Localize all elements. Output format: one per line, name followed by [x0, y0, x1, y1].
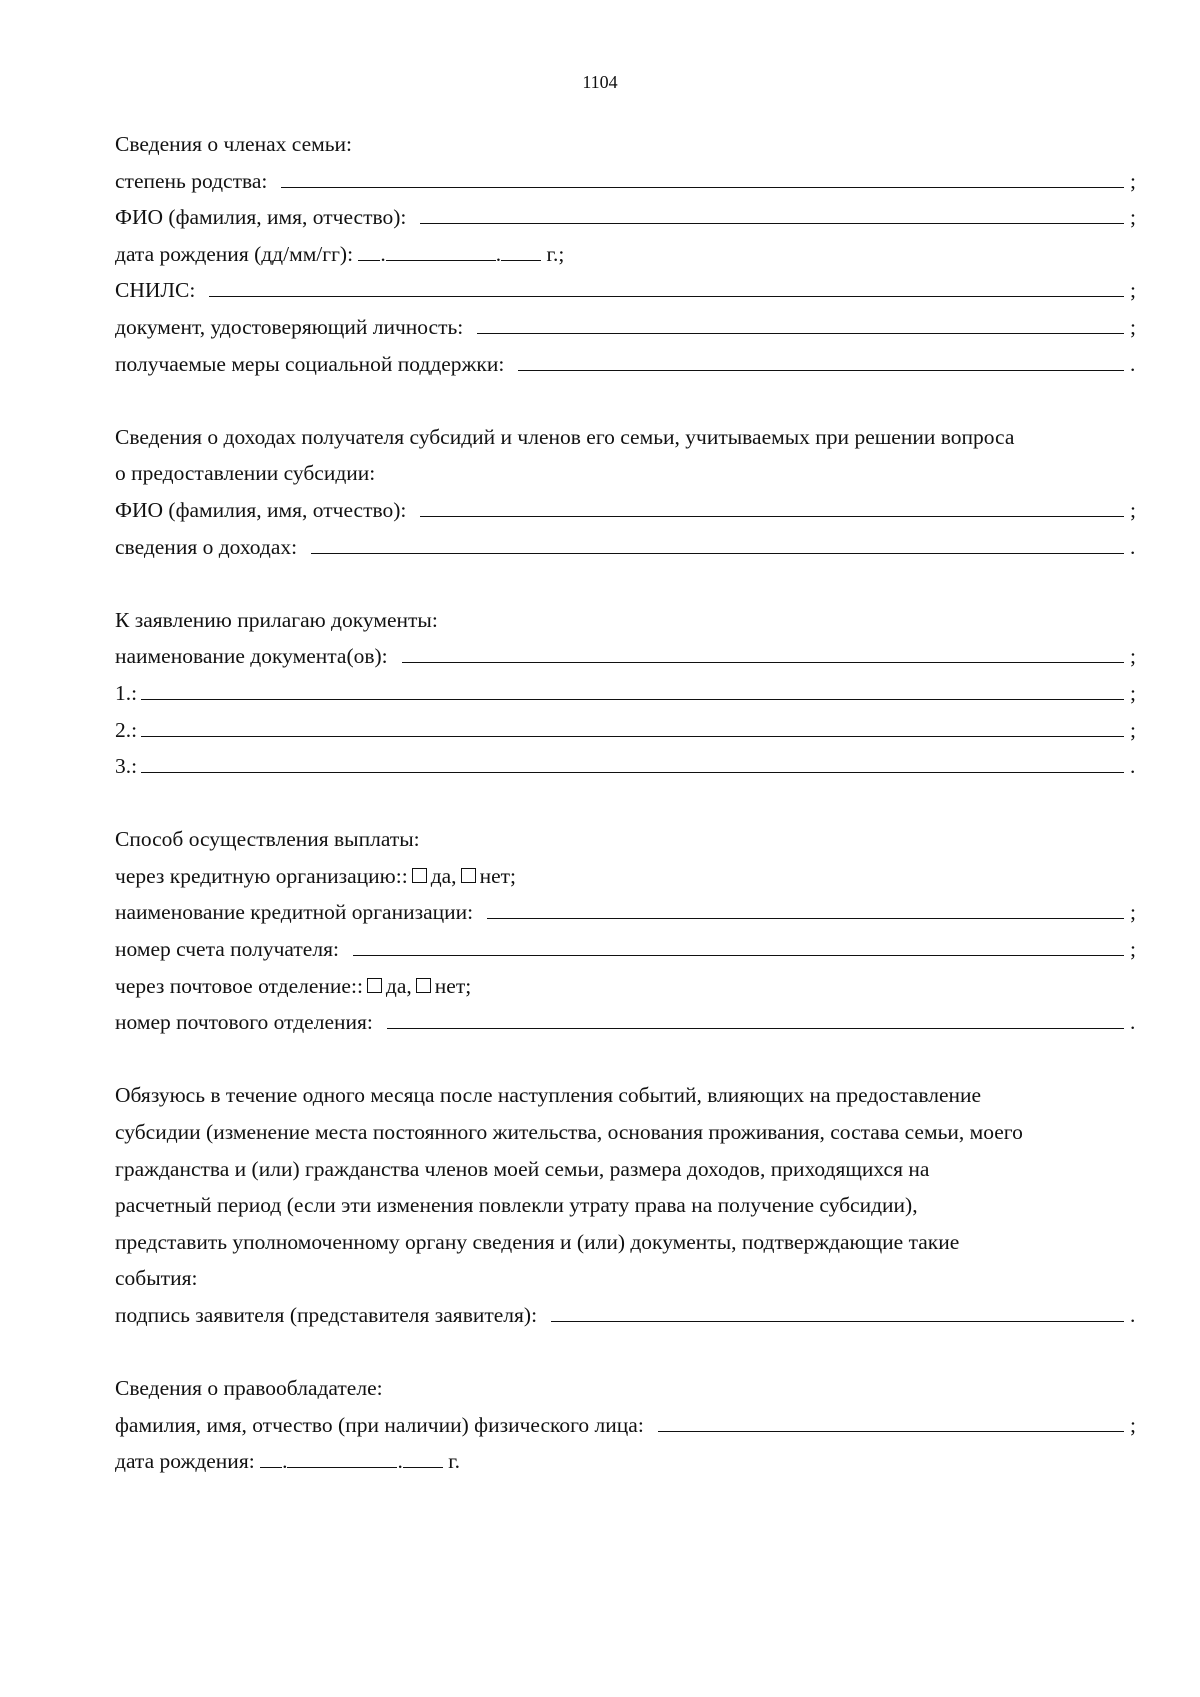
- obligation-line-3: гражданства и (или) гражданства членов моей семьи, размера доходов, приходящихся на: [115, 1156, 930, 1181]
- income-heading-2: о предоставлении субсидии:: [115, 461, 376, 486]
- dob-label: дата рождения (дд/мм/гг):: [115, 241, 354, 266]
- docs-name-field[interactable]: [402, 640, 1124, 663]
- owner-dob-year-field[interactable]: [403, 1447, 443, 1468]
- obligation-line-2: субсидии (изменение места постоянного жительства, основания проживания, состава семьи, моего: [115, 1120, 1023, 1145]
- docs-item-3: 3.: .: [115, 748, 1140, 785]
- docs-item-3-field[interactable]: [141, 750, 1124, 773]
- dob-row: дата рождения (дд/мм/гг): . . г.;: [115, 236, 1140, 273]
- relation-field[interactable]: [281, 165, 1124, 188]
- obligation-line-5: представить уполномоченному органу сведения и (или) документы, подтверждающие такие: [115, 1229, 960, 1254]
- owner-fio-field[interactable]: [658, 1409, 1124, 1432]
- snils-row: СНИЛС: ;: [115, 272, 1140, 309]
- docs-item-2: 2.: ;: [115, 712, 1140, 749]
- form-content: [115, 126, 1140, 1480]
- income-info-row: сведения о доходах: .: [115, 529, 1140, 566]
- obligation-line-4: расчетный период (если эти изменения повлекли утрату права на получение субсидии),: [115, 1193, 918, 1218]
- post-no-checkbox[interactable]: [416, 978, 431, 993]
- id-doc-row: документ, удостоверяющий личность: ;: [115, 309, 1140, 346]
- credit-no-checkbox[interactable]: [461, 868, 476, 883]
- docs-item-2-field[interactable]: [141, 714, 1124, 737]
- income-fio-field[interactable]: [420, 494, 1124, 517]
- docs-name-label: наименование документа(ов):: [115, 644, 388, 669]
- credit-org-name-row: наименование кредитной организации: ;: [115, 894, 1140, 931]
- fio-label: ФИО (фамилия, имя, отчество):: [115, 205, 407, 230]
- income-heading-1: Сведения о доходах получателя субсидий и членов его семьи, учитываемых при решении вопроса: [115, 424, 1015, 449]
- credit-yes-checkbox[interactable]: [412, 868, 427, 883]
- dob-month-field[interactable]: [386, 240, 496, 261]
- post-yes-checkbox[interactable]: [367, 978, 382, 993]
- owner-heading: Сведения о правообладателе:: [115, 1376, 383, 1401]
- docs-item-1-field[interactable]: [141, 677, 1124, 700]
- post-row: через почтовое отделение:: да, нет;: [115, 973, 472, 998]
- docs-name-row: наименование документа(ов): ;: [115, 638, 1140, 675]
- family-heading: Сведения о членах семьи:: [115, 132, 353, 156]
- docs-item-1: 1.: ;: [115, 675, 1140, 712]
- account-row: номер счета получателя: ;: [115, 931, 1140, 968]
- id-doc-field[interactable]: [477, 311, 1124, 334]
- fio-field[interactable]: [420, 201, 1124, 224]
- income-info-label: сведения о доходах:: [115, 534, 298, 559]
- obligation-line-1: Обязуюсь в течение одного месяца после наступления событий, влияющих на предоставление: [115, 1083, 982, 1108]
- post-number-row: номер почтового отделения: .: [115, 1004, 1140, 1041]
- income-info-field[interactable]: [311, 531, 1124, 554]
- owner-dob-row: дата рождения: . . г.: [115, 1449, 460, 1474]
- owner-dob-day-field[interactable]: [260, 1447, 282, 1468]
- signature-field[interactable]: [551, 1299, 1124, 1322]
- id-doc-label: документ, удостоверяющий личность:: [115, 314, 464, 339]
- obligation-line-6: события:: [115, 1266, 198, 1291]
- credit-org-name-field[interactable]: [487, 896, 1124, 919]
- support-label: получаемые меры социальной поддержки:: [115, 351, 505, 376]
- signature-row: подпись заявителя (представителя заявителя): .: [115, 1297, 1140, 1334]
- income-fio-label: ФИО (фамилия, имя, отчество):: [115, 497, 407, 522]
- relation-label: степень родства:: [115, 168, 268, 193]
- snils-field[interactable]: [209, 274, 1124, 297]
- owner-dob-month-field[interactable]: [287, 1447, 397, 1468]
- dob-year-field[interactable]: [501, 240, 541, 261]
- post-number-field[interactable]: [387, 1006, 1124, 1029]
- snils-label: СНИЛС:: [115, 278, 196, 303]
- docs-heading: К заявлению прилагаю документы:: [115, 607, 438, 632]
- dob-day-field[interactable]: [358, 240, 380, 261]
- page-number: 1104: [582, 72, 618, 92]
- income-fio-row: ФИО (фамилия, имя, отчество): ;: [115, 492, 1140, 529]
- support-field[interactable]: [518, 348, 1124, 371]
- fio-row: ФИО (фамилия, имя, отчество): ;: [115, 199, 1140, 236]
- support-row: получаемые меры социальной поддержки: .: [115, 346, 1140, 383]
- account-field[interactable]: [353, 933, 1124, 956]
- payment-heading: Способ осуществления выплаты:: [115, 827, 420, 852]
- owner-fio-row: фамилия, имя, отчество (при наличии) физического лица: ;: [115, 1407, 1140, 1444]
- relation-row: степень родства: ;: [115, 163, 1140, 200]
- credit-org-row: через кредитную организацию:: да, нет;: [115, 863, 516, 888]
